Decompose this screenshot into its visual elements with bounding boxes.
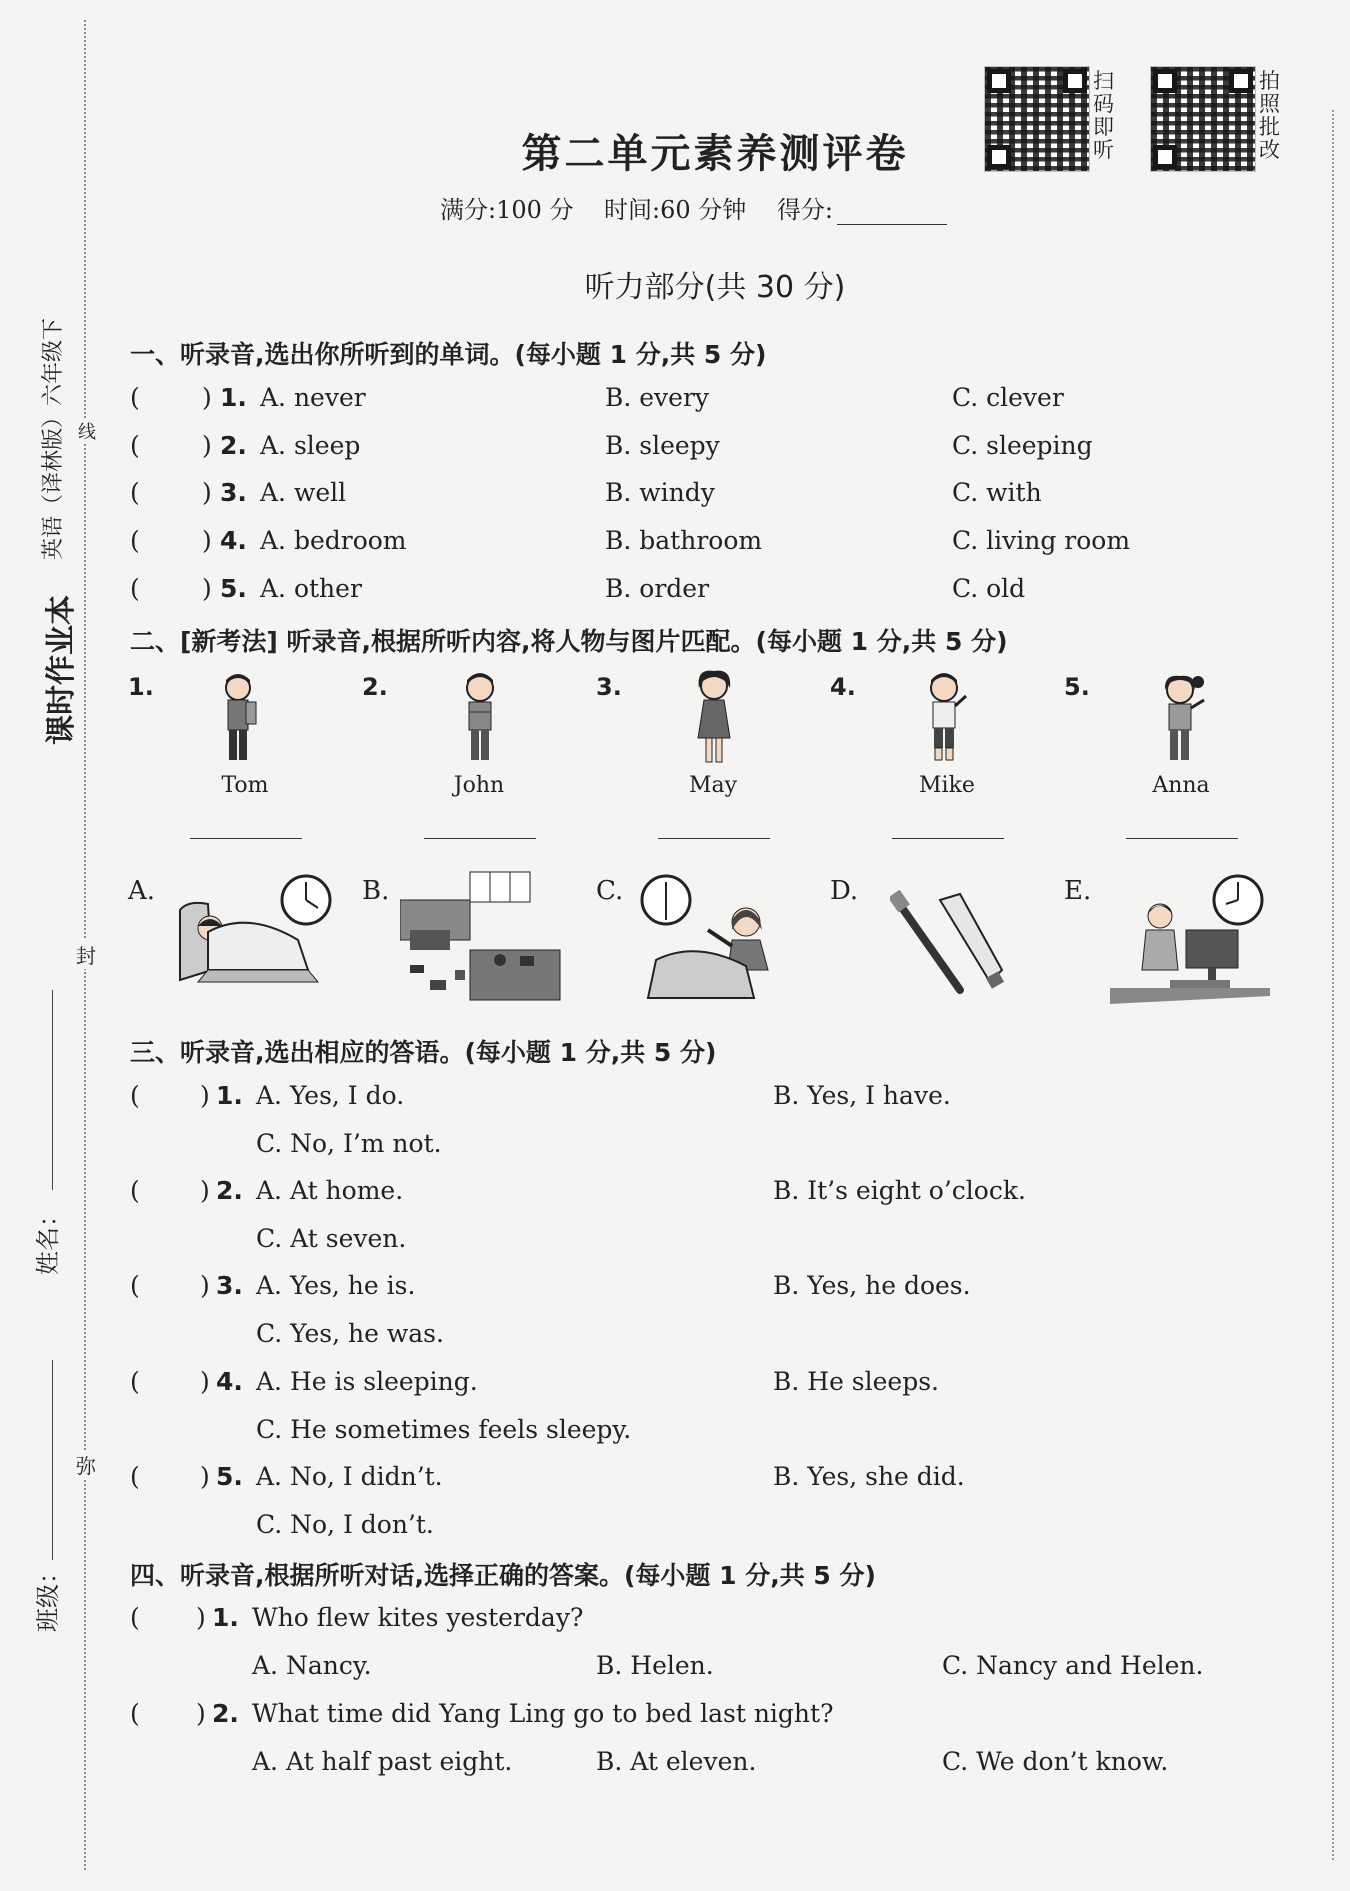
person-number: 1. <box>128 673 154 701</box>
girl-figure <box>686 668 746 772</box>
answer-bracket-close: ) <box>202 574 212 603</box>
computer-picture <box>1110 870 1270 1005</box>
waking-up-picture <box>636 870 786 1000</box>
answer-bracket[interactable]: ( <box>130 1081 140 1110</box>
option-b: B. bathroom <box>605 526 763 555</box>
name-label: 姓名： <box>34 1203 62 1275</box>
question-row <box>130 574 1320 614</box>
right-dotted-line <box>1332 110 1334 1860</box>
answer-bracket-close: ) <box>202 478 212 507</box>
answer-bracket[interactable]: ( <box>130 478 140 507</box>
question-number: 1. <box>216 1081 243 1110</box>
option-b: B. Yes, she did. <box>773 1462 965 1491</box>
answer-bracket-close: ) <box>200 1367 210 1396</box>
boy-figure <box>452 672 512 772</box>
answer-bracket[interactable]: ( <box>130 1176 140 1205</box>
question-number: 2. <box>212 1699 239 1728</box>
option-b: B. windy <box>605 478 715 507</box>
option-b: B. It’s eight o’clock. <box>773 1176 1026 1205</box>
person-number: 4. <box>830 673 856 701</box>
answer-bracket-close: ) <box>200 1081 210 1110</box>
option-a: A. well <box>260 478 347 507</box>
question-number: 3. <box>216 1271 243 1300</box>
answer-bracket[interactable]: ( <box>130 574 140 603</box>
time-limit: 时间:60 分钟 <box>604 196 747 224</box>
option-c: C. clever <box>952 383 1064 412</box>
boy-waving-figure <box>916 672 976 772</box>
answer-bracket-close: ) <box>196 1699 206 1728</box>
option-b: B. He sleeps. <box>773 1367 940 1396</box>
answer-bracket[interactable]: ( <box>130 1271 140 1300</box>
sleeping-in-bed-picture <box>178 870 338 990</box>
cut-line-label-2: 封 <box>76 940 96 969</box>
option-a: A. He is sleeping. <box>256 1367 478 1396</box>
person-name-may: May <box>688 773 738 798</box>
answer-bracket[interactable]: ( <box>130 1462 140 1491</box>
option-b: B. Yes, he does. <box>773 1271 971 1300</box>
picture-letter: C. <box>596 876 624 906</box>
question-row <box>130 1699 1320 1776</box>
option-a: A. Yes, he is. <box>256 1271 416 1300</box>
question-row <box>130 1367 1320 1444</box>
question-row <box>130 1176 1320 1253</box>
person-number: 5. <box>1064 673 1090 701</box>
question-number: 1. <box>220 383 247 412</box>
option-b: B. every <box>605 383 710 412</box>
cut-line-label-1: 线 <box>78 418 96 444</box>
score-info <box>440 190 947 225</box>
option-c: C. Nancy and Helen. <box>942 1651 1204 1680</box>
option-c: C. At seven. <box>256 1224 407 1253</box>
section4-heading: 四、听录音,根据所听对话,选择正确的答案。(每小题 1 分,共 5 分) <box>130 1561 876 1590</box>
answer-blank[interactable] <box>424 838 536 839</box>
picture-letter: A. <box>128 876 156 906</box>
option-a: A. never <box>260 383 366 412</box>
person-number: 2. <box>362 673 388 701</box>
question-number: 5. <box>216 1462 243 1491</box>
question-row <box>130 1603 1320 1680</box>
question-number: 5. <box>220 574 247 603</box>
question-text: Who flew kites yesterday? <box>252 1603 584 1632</box>
option-c: C. with <box>952 478 1042 507</box>
option-c: C. living room <box>952 526 1131 555</box>
picture-letter: E. <box>1064 876 1092 906</box>
question-row <box>130 1271 1320 1348</box>
answer-bracket-close: ) <box>200 1462 210 1491</box>
score-blank[interactable] <box>837 202 947 225</box>
question-row <box>130 1081 1320 1158</box>
answer-bracket[interactable]: ( <box>130 1603 140 1632</box>
question-number: 1. <box>212 1603 239 1632</box>
option-a: A. other <box>260 574 362 603</box>
question-row <box>130 526 1320 566</box>
page-title: 第二单元素养测评卷 <box>521 130 909 177</box>
person-name-tom: Tom <box>221 773 269 798</box>
answer-bracket-close: ) <box>200 1176 210 1205</box>
question-number: 3. <box>220 478 247 507</box>
option-a: A. No, I didn’t. <box>256 1462 443 1491</box>
qr-label-listen: 扫码即听 <box>1093 69 1114 162</box>
option-b: B. order <box>605 574 710 603</box>
option-c: C. Yes, he was. <box>256 1319 444 1348</box>
picture-letter: B. <box>362 876 390 906</box>
question-row <box>130 1462 1320 1539</box>
option-a: A. bedroom <box>260 526 407 555</box>
question-row <box>130 383 1320 423</box>
question-row <box>130 478 1320 518</box>
answer-bracket[interactable]: ( <box>130 383 140 412</box>
boy-with-backpack-figure <box>210 672 270 772</box>
answer-bracket-close: ) <box>202 383 212 412</box>
person-name-john: John <box>453 773 505 798</box>
answer-bracket[interactable]: ( <box>130 1367 140 1396</box>
name-blank[interactable] <box>52 990 53 1190</box>
picture-letter: D. <box>830 876 859 906</box>
option-b: B. Yes, I have. <box>773 1081 951 1110</box>
option-b: B. sleepy <box>605 431 720 460</box>
option-a: A. Nancy. <box>252 1651 372 1680</box>
option-c: C. old <box>952 574 1026 603</box>
full-score: 满分:100 分 <box>440 196 574 224</box>
option-a: A. Yes, I do. <box>256 1081 405 1110</box>
answer-blank[interactable] <box>658 838 770 839</box>
girl-waving-figure <box>1150 672 1214 772</box>
cut-line-label-3: 弥 <box>76 1450 96 1479</box>
section-subtitle: 听力部分(共 30 分) <box>584 270 846 305</box>
answer-bracket-close: ) <box>196 1603 206 1632</box>
person-number: 3. <box>596 673 622 701</box>
option-b: B. At eleven. <box>596 1747 757 1776</box>
question-number: 4. <box>216 1367 243 1396</box>
person-name-mike: Mike <box>919 773 975 798</box>
option-c: C. sleeping <box>952 431 1093 460</box>
option-c: C. We don’t know. <box>942 1747 1169 1776</box>
option-c: C. No, I’m not. <box>256 1129 442 1158</box>
score-label: 得分: <box>776 196 833 224</box>
messy-room-picture <box>400 870 562 1005</box>
class-label: 班级： <box>34 1560 62 1632</box>
answer-bracket[interactable]: ( <box>130 431 140 460</box>
question-text: What time did Yang Ling go to bed last night? <box>252 1699 834 1728</box>
answer-bracket[interactable]: ( <box>130 1699 140 1728</box>
option-a: A. At home. <box>256 1176 404 1205</box>
class-blank[interactable] <box>52 1360 53 1560</box>
answer-blank[interactable] <box>190 838 302 839</box>
question-number: 2. <box>216 1176 243 1205</box>
section1-heading: 一、听录音,选出你所听到的单词。(每小题 1 分,共 5 分) <box>130 340 767 369</box>
answer-bracket-close: ) <box>202 526 212 555</box>
option-b: B. Helen. <box>596 1651 714 1680</box>
toothbrush-toothpaste-picture <box>890 890 1010 1000</box>
qr-label-grade: 拍照批改 <box>1259 69 1280 162</box>
option-a: A. sleep <box>260 431 361 460</box>
person-name-anna: Anna <box>1152 773 1210 798</box>
edition-label: 英语（译林版）六年级下 <box>41 317 66 560</box>
answer-bracket-close: ) <box>202 431 212 460</box>
option-c: C. He sometimes feels sleepy. <box>256 1415 632 1444</box>
answer-blank[interactable] <box>1126 838 1238 839</box>
answer-bracket-close: ) <box>200 1271 210 1300</box>
section3-heading: 三、听录音,选出相应的答语。(每小题 1 分,共 5 分) <box>130 1038 717 1067</box>
answer-blank[interactable] <box>892 838 1004 839</box>
answer-bracket[interactable]: ( <box>130 526 140 555</box>
question-number: 4. <box>220 526 247 555</box>
section2-heading: 二、[新考法] 听录音,根据所听内容,将人物与图片匹配。(每小题 1 分,共 5 分) <box>130 627 1008 656</box>
question-number: 2. <box>220 431 247 460</box>
book-title: 课时作业本 <box>44 595 79 745</box>
option-c: C. No, I don’t. <box>256 1510 434 1539</box>
option-a: A. At half past eight. <box>252 1747 513 1776</box>
question-row <box>130 431 1320 471</box>
